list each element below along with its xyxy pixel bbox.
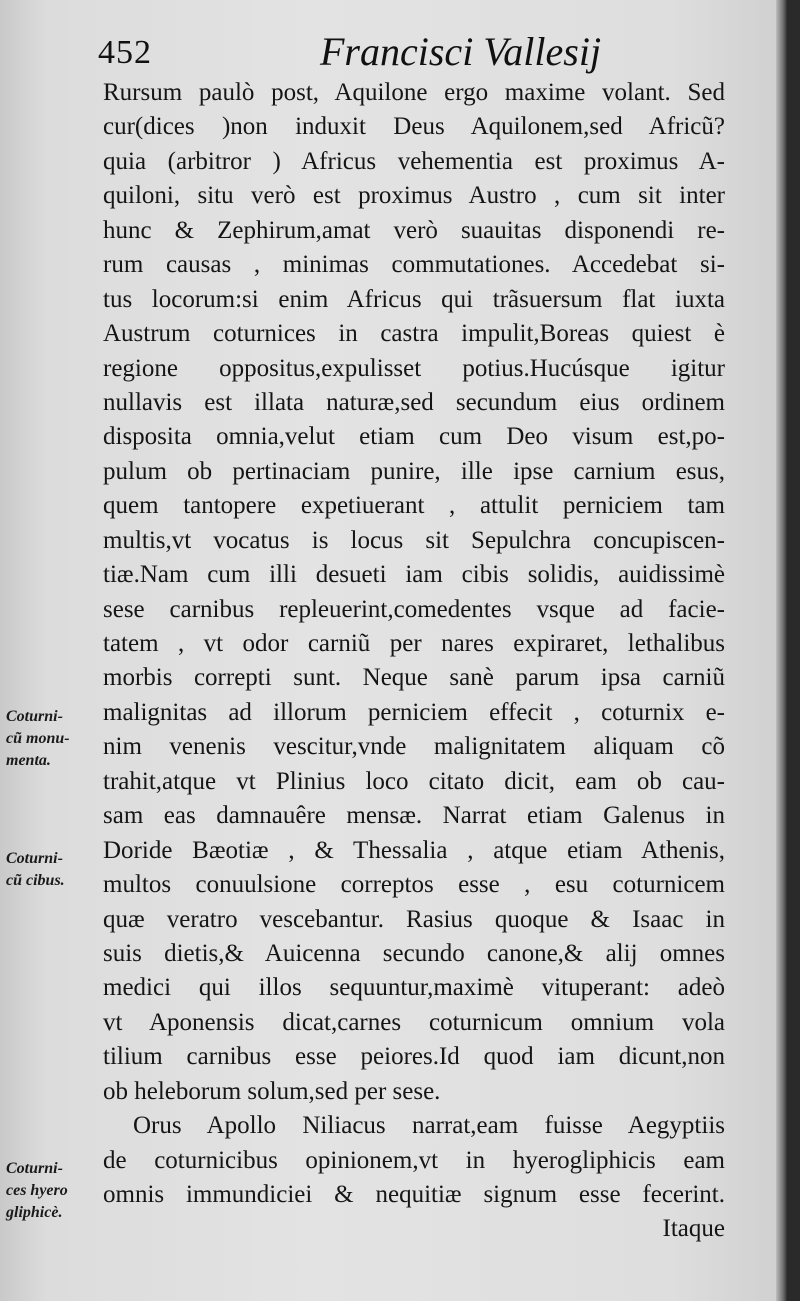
margin-note-coturnicum-cibus xyxy=(6,848,98,892)
text-line: medici qui illos sequuntur,maximè vituperant: adeò xyxy=(103,974,725,1002)
text-line: tilium carnibus esse peiores.Id quod iam dicunt,non xyxy=(103,1043,725,1071)
page-header xyxy=(98,28,738,78)
margin-note-line: Coturni- xyxy=(6,1160,63,1177)
text-line: multos conuulsione correptos esse , esu coturnicem xyxy=(103,871,725,899)
text-line: tatem , vt odor carniũ per nares expiraret, lethalibus xyxy=(103,630,725,657)
text-line: omnis immundiciei & nequitiæ signum esse fecerint. xyxy=(103,1181,725,1208)
margin-note-line: gliphicè. xyxy=(6,1204,63,1221)
margin-note-line: ces hyero xyxy=(6,1182,68,1199)
margin-note-line: Coturni- xyxy=(6,708,63,725)
text-line: Doride Bæotiæ , & Thessalia , atque etiam Athenis, xyxy=(103,836,725,864)
text-line: regione oppositus,expulisset potius.Hucúsque igitur xyxy=(103,354,725,382)
text-line: disposita omnia,velut etiam cum Deo visum est,po- xyxy=(103,423,725,451)
text-line: quem tantopere expetiuerant , attulit perniciem tam xyxy=(103,492,725,520)
page-edge-shadow xyxy=(776,0,788,1301)
text-line: morbis correpti sunt. Neque sanè parum ipsa carniũ xyxy=(103,664,725,692)
text-line: trahit,atque vt Plinius loco citato dicit, eam ob cau- xyxy=(103,767,725,795)
text-line: nullavis est illata naturæ,sed secundum eius ordinem xyxy=(103,388,725,416)
text-line: nim venenis vescitur,vnde malignitatem aliquam cõ xyxy=(103,733,725,761)
text-line: de coturnicibus opinionem,vt in hyerogliphicis eam xyxy=(103,1146,725,1174)
text-line: hunc & Zephirum,amat verò suauitas disponendi re- xyxy=(103,216,725,244)
catchword: Itaque xyxy=(662,1215,725,1243)
running-head: Francisci Vallesij xyxy=(320,29,602,74)
text-line: vt Aponensis dicat,carnes coturnicum omnium vola xyxy=(103,1008,725,1036)
text-line: pulum ob pertinaciam punire, ille ipse carnium esus, xyxy=(103,457,725,485)
text-line: tus locorum:si enim Africus qui trãsuersum flat iuxta xyxy=(103,285,725,313)
text-line: sese carnibus repleuerint,comedentes vsque ad facie- xyxy=(103,595,725,623)
text-line: sam eas damnauêre mensæ. Narrat etiam Galenus in xyxy=(103,802,725,830)
text-line: Rursum paulò post, Aquilone ergo maxime volant. Sed xyxy=(103,79,725,106)
margin-note-coturnices-hyerogliphice xyxy=(6,1158,98,1224)
text-line: rum causas , minimas commutationes. Accedebat si- xyxy=(103,251,725,279)
text-line: suis dietis,& Auicenna secundo canone,& alij omnes xyxy=(103,939,725,967)
text-line-paragraph-start: Orus Apollo Niliacus narrat,eam fuisse Aegyptiis xyxy=(133,1112,725,1140)
text-line: multis,vt vocatus is locus sit Sepulchra concupiscen- xyxy=(103,526,725,554)
text-line: ob heleborum solum,sed per sese. xyxy=(103,1077,441,1105)
text-line: cur(dices )non induxit Deus Aquilonem,sed Africũ? xyxy=(103,113,725,141)
text-line: malignitas ad illorum perniciem effecit , coturnix e- xyxy=(103,698,725,726)
text-line: Austrum coturnices in castra impulit,Boreas quiest è xyxy=(103,320,725,348)
margin-note-line: Coturni- xyxy=(6,850,63,867)
page-number: 452 xyxy=(98,34,152,71)
text-line: tiæ.Nam cum illi desueti iam cibis solidis, auidissimè xyxy=(103,561,725,589)
body-text xyxy=(103,76,725,1247)
margin-note-line: cũ cibus. xyxy=(6,872,65,889)
text-line: quiloni, situ verò est proximus Austro , cum sit inter xyxy=(103,182,725,210)
margin-note-line: menta. xyxy=(6,752,51,769)
margin-note-line: cũ monu- xyxy=(6,730,70,747)
text-line: quia (arbitror ) Africus vehementia est proximus A- xyxy=(103,147,725,175)
margin-note-coturnicum-monumenta xyxy=(6,706,98,772)
text-line: quæ veratro vescebantur. Rasius quoque & Isaac in xyxy=(103,905,725,933)
